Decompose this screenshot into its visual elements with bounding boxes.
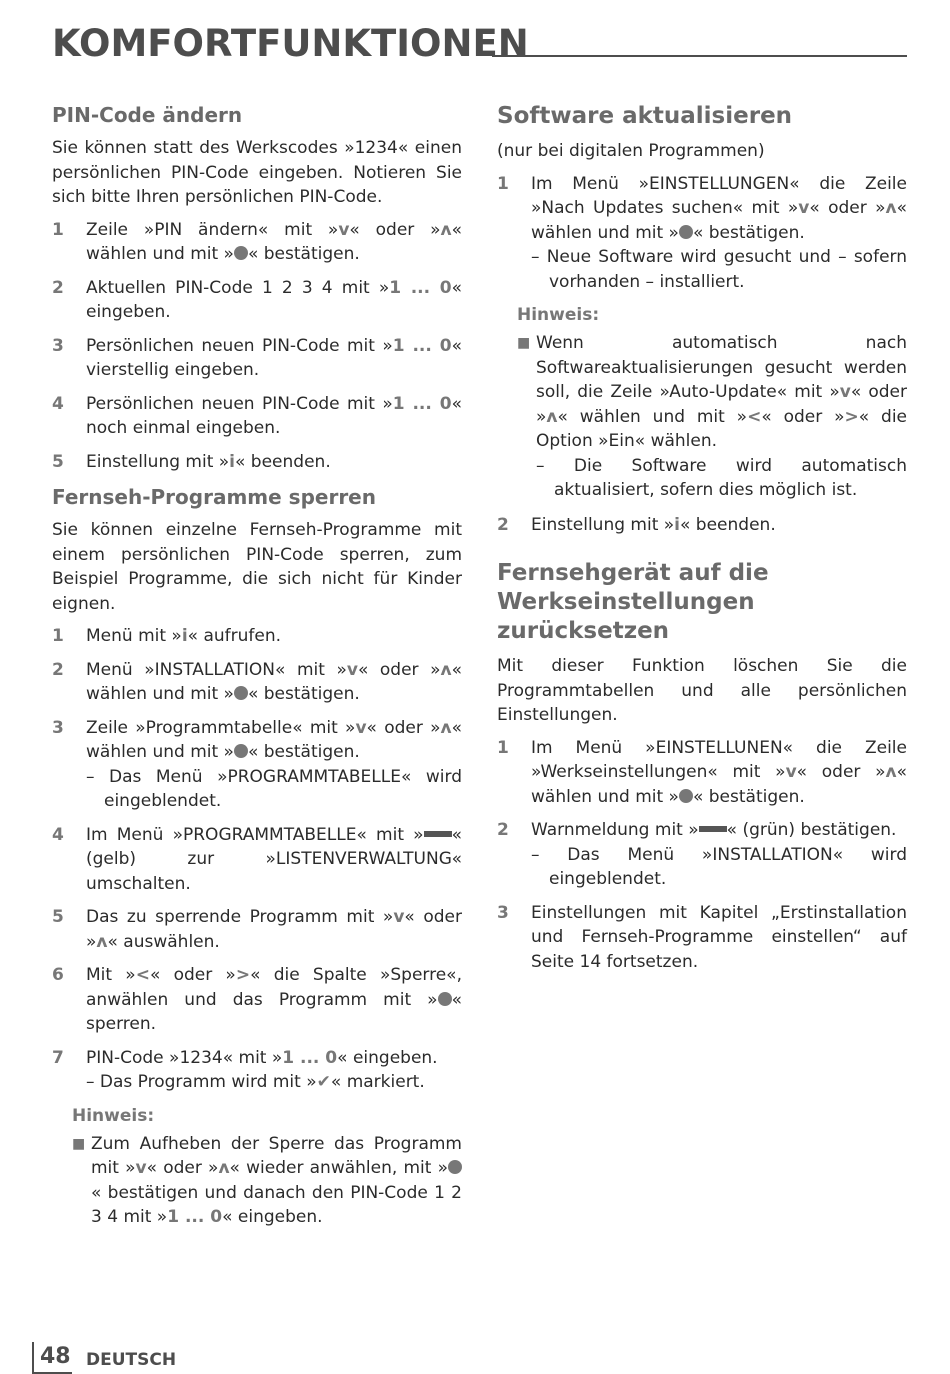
- lock-note-title: Hinweis:: [72, 1105, 155, 1126]
- step-text: PIN-Code »1234« mit »1 ... 0« eingeben. – Das Programm wird mit »✔« markiert.: [86, 1047, 438, 1092]
- pin-intro: Sie können statt des Werkscodes »1234« einen persönlichen PIN-Code eingeben. Notieren Sie sich bitte Ihren persönlichen PIN-Code.: [52, 138, 462, 207]
- lock-note: [72, 1132, 462, 1230]
- lock-intro: Sie können einzelne Fernseh-Programme mit einem persönlichen PIN-Code sperren, zum Beispiel Programme, die sich nicht für Kinder eignen.: [52, 520, 462, 614]
- reset-intro: Mit dieser Funktion löschen Sie die Programmtabellen und alle persönlichen Einstellungen.: [497, 656, 907, 725]
- sw-note-text: Wenn automatisch nach Softwareaktualisierungen gesucht werden soll, die Zeile »Auto-Update« mit »v« oder »ʌ« wählen und mit »<« oder »>« die Option »Ein« wählen. – Die Software wird automatisch aktualisiert, sofern dies möglich ist.: [536, 333, 908, 500]
- step-text: Menü mit »i« aufrufen.: [86, 626, 282, 646]
- step-item: [52, 276, 462, 325]
- step-number: 2: [52, 659, 64, 680]
- step-item: [52, 334, 462, 383]
- step-number: 3: [52, 335, 64, 356]
- left-column: [52, 102, 462, 1230]
- page-number: 48: [40, 1344, 71, 1369]
- step-number: 4: [52, 824, 64, 845]
- step-number: 1: [52, 219, 64, 240]
- step-item: [497, 172, 907, 295]
- step-item: [52, 963, 462, 1037]
- pin-heading: PIN-Code ändern: [52, 103, 243, 127]
- step-number: 2: [52, 277, 64, 298]
- step-number: 5: [52, 451, 64, 472]
- footer-rule: [32, 1342, 34, 1372]
- step-number: 1: [52, 626, 64, 646]
- step-item: [52, 1046, 462, 1095]
- step-text: Persönlichen neuen PIN-Code mit »1 ... 0« noch einmal eingeben.: [86, 393, 462, 438]
- step-number: 1: [497, 173, 509, 194]
- language-label: DEUTSCH: [86, 1350, 177, 1370]
- step-text: Im Menü »PROGRAMMTABELLE« mit » « (gelb) zur »LISTENVERWALTUNG« umschalten.: [86, 824, 462, 894]
- sw-steps: [497, 172, 907, 295]
- sw-note-title: Hinweis:: [517, 305, 600, 325]
- step-text: Aktuellen PIN-Code 1 2 3 4 mit »1 ... 0« eingeben.: [86, 277, 462, 322]
- header-rule: [492, 55, 907, 57]
- step-text: Menü »INSTALLATION« mit »v« oder »ʌ« wählen und mit » « bestätigen.: [86, 659, 462, 704]
- pin-steps: [52, 218, 462, 475]
- step-text: Zeile »Programmtabelle« mit »v« oder »ʌ« wählen und mit » « bestätigen. – Das Menü »PROGRAMMTABELLE« wird eingeblendet.: [86, 717, 462, 811]
- sw-steps-2: [497, 513, 907, 538]
- lock-note-text: Zum Aufheben der Sperre das Programm mit »v« oder »ʌ« wieder anwählen, mit »« bestätigen und danach den PIN-Code 1 2 3 4 mit »1 ... 0« eingeben.: [91, 1133, 462, 1227]
- step-text: Warnmeldung mit » « (grün) bestätigen. – Das Menü »INSTALLATION« wird eingeblendet.: [531, 820, 907, 889]
- step-item: [52, 392, 462, 441]
- sw-note: [517, 331, 907, 503]
- step-number: 3: [52, 717, 64, 738]
- step-text: Einstellungen mit Kapitel „Erstinstallation und Fernseh-Programme einstellen“ auf Seite 14 fortsetzen.: [531, 902, 907, 972]
- step-text: Persönlichen neuen PIN-Code mit »1 ... 0« vierstellig eingeben.: [86, 335, 462, 380]
- step-item: [52, 450, 462, 475]
- step-number: 1: [497, 737, 509, 758]
- step-item: [497, 818, 907, 892]
- sw-intro: (nur bei digitalen Programmen): [497, 141, 765, 161]
- step-number: 4: [52, 393, 64, 414]
- reset-steps: [497, 736, 907, 975]
- bullet-square-icon: ■: [517, 335, 531, 351]
- step-number: 2: [497, 820, 509, 840]
- bullet-square-icon: ■: [72, 1135, 86, 1152]
- lock-steps: [52, 624, 462, 1095]
- step-item: [497, 513, 907, 538]
- page-header: [52, 20, 907, 70]
- step-text: Im Menü »EINSTELLUNEN« die Zeile »Werkseinstellungen« mit »v« oder »ʌ« wählen und mit » « bestätigen.: [531, 737, 908, 807]
- step-text: Mit »<« oder »>« die Spalte »Sperre«, anwählen und das Programm mit » « sperren.: [86, 965, 462, 1034]
- step-text: Einstellung mit »i« beenden.: [531, 514, 776, 535]
- step-number: 7: [52, 1047, 64, 1068]
- step-item: [52, 905, 462, 954]
- step-number: 5: [52, 907, 64, 927]
- step-item: [497, 901, 907, 975]
- right-column: [497, 102, 907, 983]
- page-footer: [32, 1340, 192, 1374]
- step-text: Einstellung mit »i« beenden.: [86, 451, 331, 472]
- step-item: [52, 658, 462, 707]
- lock-heading: Fernseh-Programme sperren: [52, 485, 376, 509]
- page-title: KOMFORTFUNKTIONEN: [52, 22, 529, 65]
- step-number: 3: [497, 902, 509, 923]
- step-text: Das zu sperrende Programm mit »v« oder »ʌ« auswählen.: [86, 907, 462, 952]
- step-item: [52, 624, 462, 649]
- reset-heading: Fernsehgerät auf die Werkseinstellungen zurücksetzen: [497, 560, 769, 644]
- step-number: 2: [497, 514, 509, 535]
- sw-heading: Software aktualisieren: [497, 103, 793, 129]
- step-text: Im Menü »EINSTELLUNGEN« die Zeile »Nach Updates suchen« mit »v« oder »ʌ« wählen und mit » « bestätigen. – Neue Software wird gesucht und – sofern vorhanden – installiert.: [531, 173, 907, 292]
- step-item: [52, 218, 462, 267]
- step-number: 6: [52, 965, 64, 985]
- step-item: [52, 823, 462, 897]
- step-item: [52, 716, 462, 814]
- step-text: Zeile »PIN ändern« mit »v« oder »ʌ« wählen und mit » « bestätigen.: [86, 219, 462, 264]
- step-item: [497, 736, 907, 810]
